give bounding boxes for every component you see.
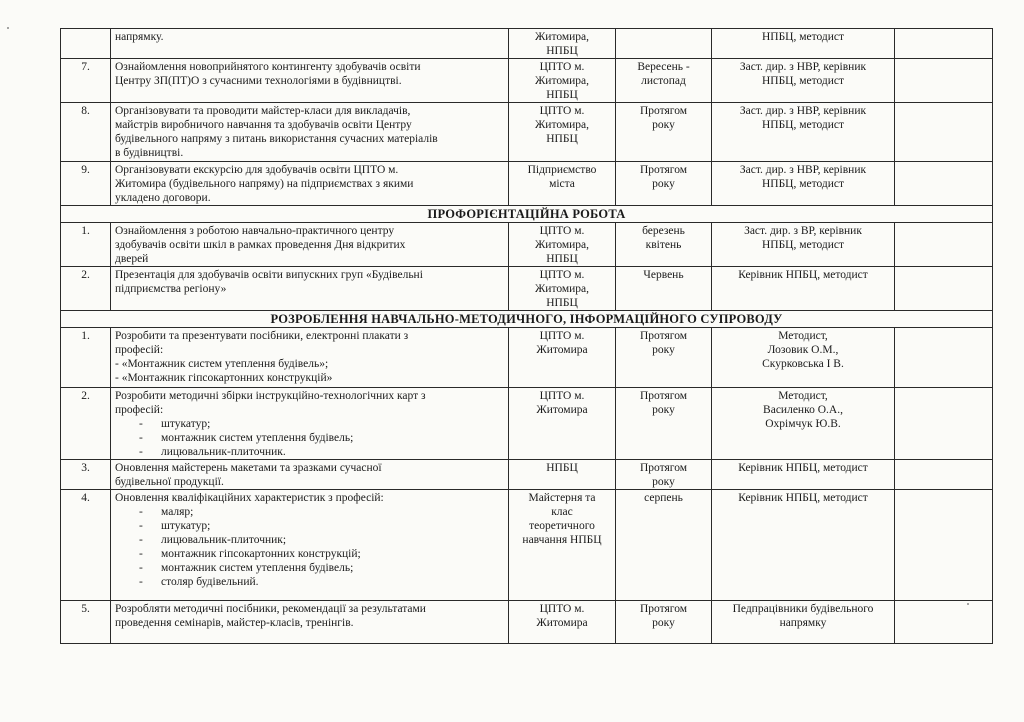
dash-bullet: - [139,562,143,574]
place-line: НПБЦ [546,253,578,265]
responsible-cell [712,490,895,601]
responsible-cell [712,601,895,644]
task-description [111,267,509,311]
task-line: Розробити та презентувати посібники, електронні плакати з [115,330,409,342]
place-line: Житомира, [534,31,590,43]
term-line: року [652,404,675,416]
task-description [111,29,509,59]
term-line: серпень [644,492,683,504]
dash-bullet: - [139,576,143,588]
place-cell [509,223,616,267]
section-row [61,311,993,328]
place-line: Житомира, [534,239,590,251]
table-row [61,328,993,388]
place-line: Підприємство [527,164,597,176]
term-cell [616,490,712,601]
task-description [111,460,509,490]
term-line: року [652,476,675,488]
term-line: Протягом [639,603,688,615]
note-cell [895,103,993,162]
responsible-line: Методист, [778,330,828,342]
note-cell [895,223,993,267]
table-row [61,267,993,311]
responsible-line: НПБЦ, методист [761,178,845,190]
table-row [61,29,993,59]
responsible-line: напрямку [779,617,827,629]
place-cell [509,267,616,311]
task-line: Організовувати та проводити майстер-класи для викладачів, [115,105,411,117]
responsible-cell [712,328,895,388]
row-number: 9. [61,162,111,206]
responsible-cell [712,29,895,59]
place-line: Житомира, [534,283,590,295]
term-cell [616,103,712,162]
task-list-text: столяр будівельний. [161,576,259,588]
place-line: ЦПТО м. [539,105,585,117]
responsible-line: Заст. дир. з НВР, керівник [739,105,867,117]
responsible-line: НПБЦ, методист [761,239,845,251]
responsible-cell [712,460,895,490]
responsible-line: Василенко О.А., [763,404,843,416]
place-line: Житомира [536,404,588,416]
term-line: року [652,178,675,190]
task-line: професій: [115,404,164,416]
row-number: 1. [61,223,111,267]
place-cell [509,103,616,162]
note-cell [895,388,993,460]
place-line: Житомира, [534,75,590,87]
task-line: проведення семінарів, майстер-класів, тренінгів. [115,617,354,629]
table-row [61,103,993,162]
place-cell [509,328,616,388]
task-list-text: лицювальник-плиточник; [161,534,287,546]
responsible-line: Заст. дир. з НВР, керівник [739,61,867,73]
place-line: НПБЦ [546,297,578,309]
responsible-line: Методист, [778,390,828,402]
place-line: НПБЦ [546,45,578,57]
place-cell [509,59,616,103]
term-cell [616,460,712,490]
responsible-line: Заст. дир. з НВР, керівник [739,164,867,176]
task-line: Презентація для здобувачів освіти випускних груп «Будівельні [115,269,423,281]
table-row [61,460,993,490]
task-list-text: монтажник гіпсокартонних конструкцій; [161,548,361,560]
task-list-item [115,533,504,547]
task-list-item [115,505,504,519]
note-cell [895,601,993,644]
place-line: Житомира, [534,119,590,131]
responsible-line: Керівник НПБЦ, методист [738,269,868,281]
task-line: в будівництві. [115,147,184,159]
task-line: Оновлення майстерень макетами та зразками сучасної [115,462,382,474]
table-row [61,59,993,103]
term-line: Вересень - [637,61,690,73]
place-line: ЦПТО м. [539,61,585,73]
term-line: року [652,617,675,629]
dash-bullet: - [139,432,143,444]
task-description [111,103,509,162]
responsible-cell [712,59,895,103]
task-list-text: лицювальник-плиточник. [161,446,286,458]
term-cell [616,29,712,59]
place-cell [509,601,616,644]
dash-bullet: - [139,520,143,532]
place-line: ЦПТО м. [539,269,585,281]
note-cell [895,328,993,388]
table-row [61,490,993,601]
note-cell [895,59,993,103]
responsible-line: Педпрацівники будівельного [732,603,874,615]
term-cell [616,328,712,388]
row-number [61,29,111,59]
task-line: будівельної продукції. [115,476,224,488]
task-line: напрямку. [115,31,164,43]
place-line: міста [549,178,575,190]
responsible-cell [712,223,895,267]
note-cell [895,490,993,601]
task-description [111,223,509,267]
task-list-text: монтажник систем утеплення будівель; [161,562,354,574]
place-line: ЦПТО м. [539,603,585,615]
task-line: Житомира (будівельного напряму) на підприємствах з якими [115,178,414,190]
task-list-text: штукатур; [161,520,211,532]
responsible-cell [712,388,895,460]
place-cell [509,460,616,490]
dash-bullet: - [139,418,143,430]
task-line: Оновлення кваліфікаційних характеристик з професій: [115,492,384,504]
row-number: 5. [61,601,111,644]
term-line: листопад [641,75,686,87]
note-cell [895,162,993,206]
task-list-item [115,547,504,561]
place-cell [509,388,616,460]
responsible-line: НПБЦ, методист [761,75,845,87]
task-line: Розробляти методичні посібники, рекомендації за результатами [115,603,426,615]
task-description [111,328,509,388]
task-line: Центру ЗП(ПТ)О з сучасними технологіями в будівництві. [115,75,402,87]
row-number: 8. [61,103,111,162]
task-list-item [115,519,504,533]
term-line: Протягом [639,462,688,474]
term-line: року [652,119,675,131]
work-plan-table [60,28,993,644]
row-number: 7. [61,59,111,103]
term-cell [616,601,712,644]
row-number: 1. [61,328,111,388]
place-line: ЦПТО м. [539,330,585,342]
section-heading-career: ПРОФОРІЄНТАЦІЙНА РОБОТА [61,206,993,223]
task-line: Організовувати екскурсію для здобувачів освіти ЦПТО м. [115,164,399,176]
place-line: НПБЦ [546,89,578,101]
place-line: НПБЦ [546,133,578,145]
place-line: Майстерня та [528,492,596,504]
task-description [111,59,509,103]
table-row [61,601,993,644]
task-description [111,388,509,460]
task-line: Ознайомлення новоприйнятого контингенту здобувачів освіти [115,61,421,73]
term-line: березень [642,225,685,237]
responsible-line: Скурковська І В. [762,358,844,370]
table-row [61,388,993,460]
term-line: квітень [645,239,682,251]
place-line: навчання НПБЦ [522,534,602,546]
row-number: 2. [61,388,111,460]
task-line: дверей [115,253,149,265]
task-line: здобувачів освіти шкіл в рамках проведення Дня відкритих [115,239,406,251]
task-line: професій: [115,344,164,356]
responsible-cell [712,162,895,206]
task-line: Ознайомлення з роботою навчально-практичного центру [115,225,395,237]
section-row [61,206,993,223]
task-line: будівельного напряму з питань використання сучасних матеріалів [115,133,438,145]
term-line: року [652,344,675,356]
term-line: Протягом [639,105,688,117]
place-line: Житомира [536,344,588,356]
dash-bullet: - [139,446,143,458]
term-cell [616,162,712,206]
dash-bullet: - [139,506,143,518]
task-list-text: маляр; [161,506,194,518]
term-cell [616,267,712,311]
task-list-item [115,575,504,589]
responsible-line: Керівник НПБЦ, методист [738,462,868,474]
task-line: - «Монтажник систем утеплення будівель»; [115,358,329,370]
task-line: підприємства регіону» [115,283,227,295]
term-line: Протягом [639,390,688,402]
place-line: ЦПТО м. [539,225,585,237]
task-description [111,490,509,601]
place-cell [509,490,616,601]
task-list-text: монтажник систем утеплення будівель; [161,432,354,444]
term-cell [616,223,712,267]
term-cell [616,59,712,103]
term-cell [616,388,712,460]
task-list-text: штукатур; [161,418,211,430]
dash-bullet: - [139,548,143,560]
scan-speck [7,27,9,29]
responsible-line: НПБЦ, методист [761,119,845,131]
row-number: 2. [61,267,111,311]
place-line: ЦПТО м. [539,390,585,402]
task-list-item [115,431,504,445]
place-cell [509,162,616,206]
responsible-line: Лозовик О.М., [767,344,839,356]
task-list-item [115,445,504,459]
place-line: Житомира [536,617,588,629]
row-number: 4. [61,490,111,601]
note-cell [895,267,993,311]
task-line: - «Монтажник гіпсокартонних конструкцій» [115,372,333,384]
section-heading-methodology: РОЗРОБЛЕННЯ НАВЧАЛЬНО-МЕТОДИЧНОГО, ІНФОРМАЦІЙНОГО СУПРОВОДУ [61,311,993,328]
task-line: укладено договори. [115,192,211,204]
place-cell [509,29,616,59]
task-description [111,162,509,206]
term-line: Протягом [639,330,688,342]
responsible-line: Охрімчук Ю.В. [765,418,841,430]
task-line: майстрів виробничого навчання та здобувачів освіти Центру [115,119,412,131]
place-line: НПБЦ [546,462,578,474]
task-line: Розробити методичні збірки інструкційно-технологічних карт з [115,390,426,402]
responsible-line: Заст. дир. з ВР, керівник [744,225,862,237]
note-cell [895,460,993,490]
place-line: клас [551,506,573,518]
row-number: 3. [61,460,111,490]
task-list-item [115,561,504,575]
note-cell [895,29,993,59]
place-line: теоретичного [529,520,595,532]
responsible-line: НПБЦ, методист [761,31,845,43]
term-line: Червень [643,269,684,281]
term-line: Протягом [639,164,688,176]
task-description [111,601,509,644]
dash-bullet: - [139,534,143,546]
table-row [61,223,993,267]
responsible-cell [712,267,895,311]
task-list-item [115,417,504,431]
responsible-line: Керівник НПБЦ, методист [738,492,868,504]
table-row [61,162,993,206]
responsible-cell [712,103,895,162]
